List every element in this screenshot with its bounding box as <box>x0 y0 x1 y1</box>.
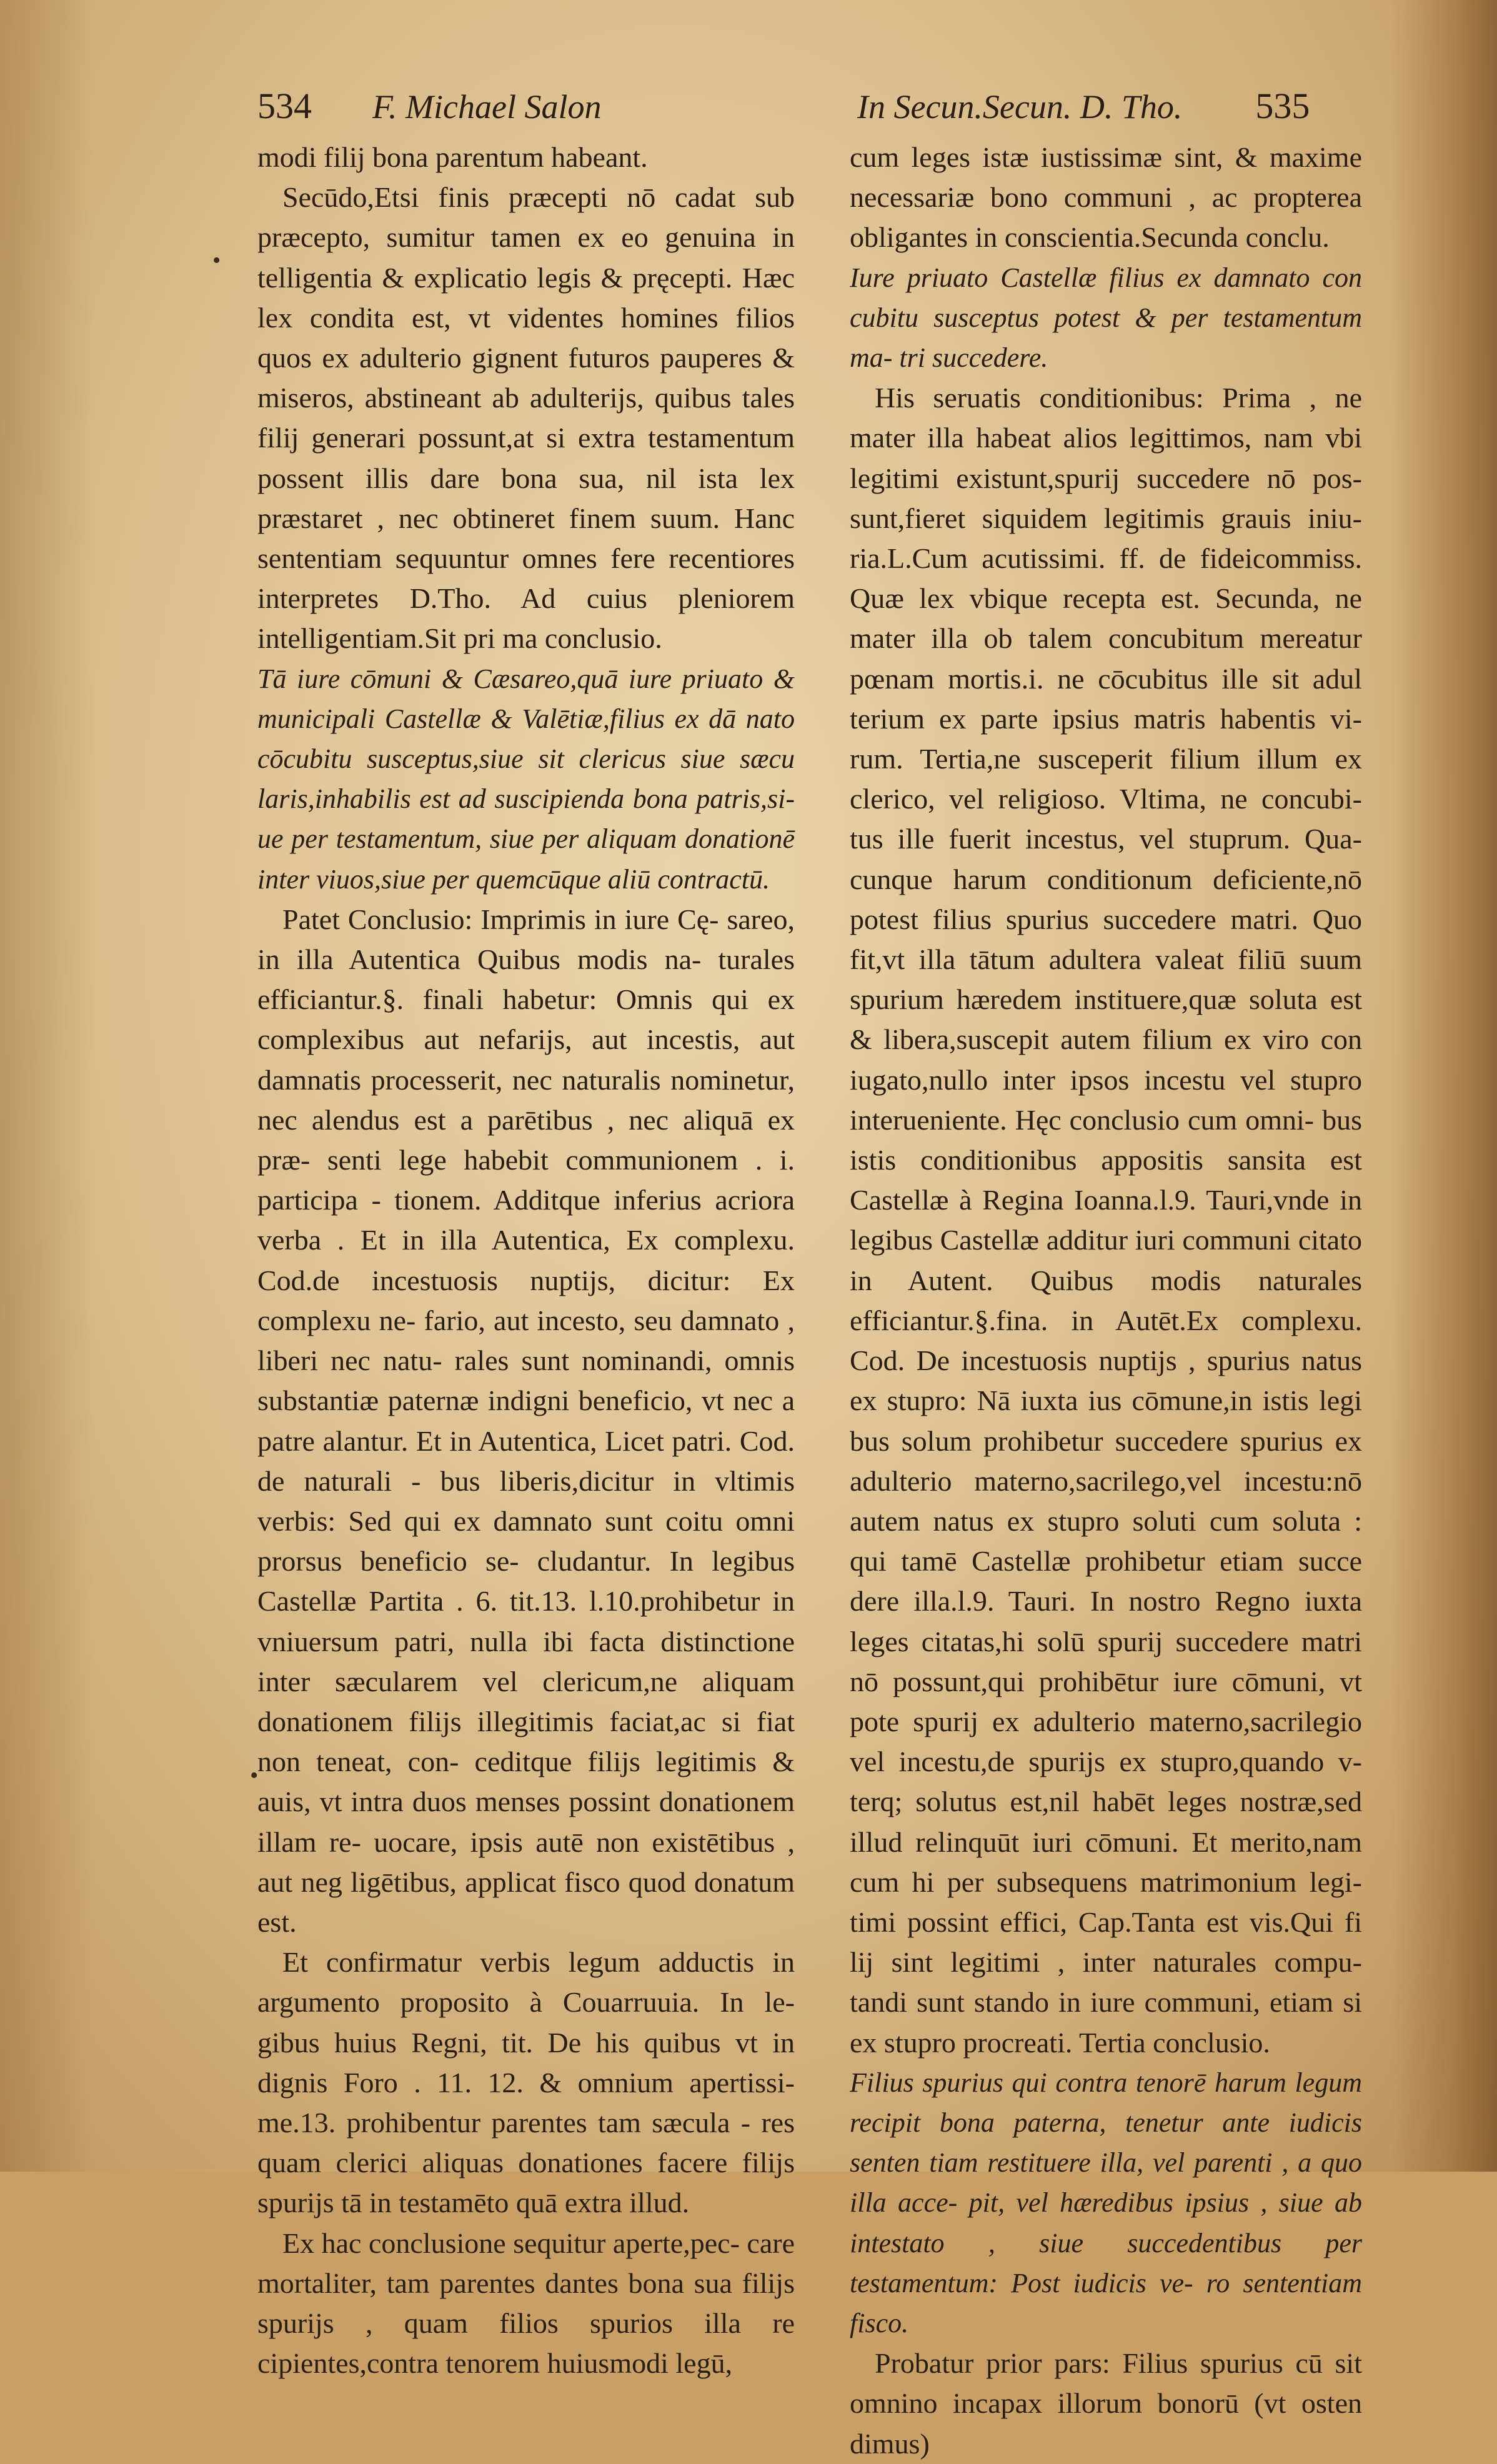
right-conclusion-italic: Filius spurius qui contra tenorē harum legum recipit bona paterna, tenetur ante iudicis senten tiam restituere illa, vel parenti , a quo illa acce- pit, vel hæredibus ipsius , siue ab intestato , siue succedentibus per testamentum: Post iudicis ve- ro sententiam fisco. <box>850 2067 1362 2338</box>
right-column <box>850 137 1362 2464</box>
left-paragraph: Ex hac conclusione sequitur aperte,pec- care mortaliter, tam parentes dantes bona sua filijs spurijs , quam filios spurios illa re cipientes,contra tenorem huiusmodi legū, <box>257 2227 795 2380</box>
left-paragraph: Secūdo,Etsi finis præcepti nō cadat sub præcepto, sumitur tamen ex eo genuina in telligentia & explicatio legis & pręcepti. Hæc lex condita est, vt videntes homines filios quos ex adulterio gignent futuros pauperes & miseros, abstineant ab adulterijs, quibus tales filij generari possunt,at si extra testamentum possent illis dare bona sua, nil ista lex præstaret , nec obtineret finem suum. Hanc sententiam sequuntur omnes fere recentiores interpretes D.Tho. Ad cuius pleniorem intelligentiam.Sit pri ma conclusio. <box>257 181 795 655</box>
right-conclusion-italic: Iure priuato Castellæ filius ex damnato con cubitu susceptus potest & per testamentum ma- tri succedere. <box>850 262 1362 374</box>
right-paragraph: cum leges istæ iustissimæ sint, & maxime necessariæ bono communi , ac propterea obligantes in conscientia.Secunda conclu. <box>850 141 1362 254</box>
header-left <box>257 87 601 126</box>
page-edge-stain-right <box>1391 0 1497 2172</box>
right-paragraph: Probatur prior pars: Filius spurius cū sit omnino incapax illorum bonorū (vt osten dimus) <box>850 2347 1362 2460</box>
left-conclusion-italic: Tā iure cōmuni & Cæsareo,quā iure priuato & municipali Castellæ & Valētiæ,filius ex dā nato cōcubitu susceptus,siue sit clericus siue sæcu laris,inhabilis est ad suscipienda bona patris,si- ue per testamentum, siue per aliquam donationē inter viuos,siue per quemcūque aliū contractū. <box>257 663 795 895</box>
header-right <box>857 87 1310 126</box>
page-edge-shadow-left <box>0 0 94 2172</box>
margin-mark: • <box>250 1762 259 1789</box>
left-paragraph: Patet Conclusio: Imprimis in iure Cę- sareo, in illa Autentica Quibus modis na- turales efficiantur.§. finali habetur: Omnis qui ex complexibus aut nefarijs, aut incestis, aut damnatis processerit, nec naturalis nominetur, nec alendus est a parētibus , nec aliquā ex præ- senti lege habebit communionem . i. participa - tionem. Additque inferius acriora verba . Et in illa Autentica, Ex complexu. Cod.de incestuosis nuptijs, dicitur: Ex complexu ne- fario, aut incesto, seu damnato , liberi nec natu- rales sunt nominandi, omnis substantiæ paternæ indigni beneficio, vt nec a patre alantur. Et in Autentica, Licet patri. Cod. de naturali - bus liberis,dicitur in vltimis verbis: Sed qui ex damnato sunt coitu omni prorsus beneficio se- cludantur. In legibus Castellæ Partita . 6. tit.13. l.10.prohibetur in vniuersum patri, nulla ibi facta distinctione inter sæcularem vel clericum,ne aliquam donationem filijs illegitimis faciat,ac si fiat non teneat, con- ceditque filijs legitimis & auis, vt intra duos menses possint donationem illam re- uocare, ipsis autē non existētibus , aut neg ligētibus, applicat fisco quod donatum est. <box>257 903 795 1938</box>
left-paragraph: Et confirmatur verbis legum adductis in argumento proposito à Couarruuia. In le- gibus huius Regni, tit. De his quibus vt in dignis Foro . 11. 12. & omnium apertissi- me.13. prohibentur parentes tam sæcula - res quam clerici aliquas donationes facere filijs spurijs tā in testamēto quā extra illud. <box>257 1946 795 2219</box>
right-paragraph: His seruatis conditionibus: Prima , ne mater illa habeat alios legittimos, nam vbi legitimi existunt,spurij succedere nō pos- sunt,fieret siquidem legitimis grauis iniu- ria.L.Cum acutissimi. ff. de fideicommiss. Quæ lex vbique recepta est. Secunda, ne mater illa ob talem concubitum mereatur pœnam mortis.i. ne cōcubitus ille sit adul terium ex parte ipsius matris habentis vi- rum. Tertia,ne susceperit filium illum ex clerico, vel religioso. Vltima, ne concubi- tus ille fuerit incestus, vel stuprum. Qua- cunque harum conditionum deficiente,nō potest filius spurius succedere matri. Quo fit,vt illa tātum adultera valeat filiū suum spurium hæredem instituere,quæ soluta est & libera,suscepit autem filium ex viro con iugato,nullo inter ipsos incestu vel stupro interueniente. Hęc conclusio cum omni- bus istis conditionibus appositis sansita est Castellæ à Regina Ioanna.l.9. Tauri,vnde in legibus Castellæ additur iuri communi citato in Autent. Quibus modis naturales efficiantur.§.fina. in Autēt.Ex complexu. Cod. De incestuosis nuptijs , spurius natus ex stupro: Nā iuxta ius cōmune,in istis legi bus solum prohibetur succedere spurius ex adulterio materno,sacrilego,vel incestu:nō autem natus ex stupro soluti cum soluta : qui tamē Castellæ prohibetur etiam succe dere illa.l.9. Tauri. In nostro Regno iuxta leges citatas,hi solū spurij succedere matri nō possunt,qui prohibētur iure cōmuni, vt pote spurij ex adulterio materno,sacrilegio vel incestu,de spurijs ex stupro,quando v- terq; solutus est,nil habēt leges nostræ,sed illud relinquūt iuri cōmuni. Et merito,nam cum hi per subsequens matrimonium legi- timi possint effici, Cap.Tanta est vis.Qui fi lij sint legitimi , inter naturales compu- tandi sunt stando in iure communi, etiam si ex stupro procreati. Tertia conclusio. <box>850 382 1362 2059</box>
page-number-left: 534 <box>257 86 312 126</box>
running-title-right: In Secun.Secun. D. Tho. <box>857 88 1183 126</box>
left-column <box>257 137 795 2383</box>
margin-mark: • <box>212 247 221 274</box>
page-number-right: 535 <box>1255 86 1310 126</box>
running-title-left: F. Michael Salon <box>372 88 602 126</box>
left-paragraph: modi filij bona parentum habeant. <box>257 141 648 173</box>
